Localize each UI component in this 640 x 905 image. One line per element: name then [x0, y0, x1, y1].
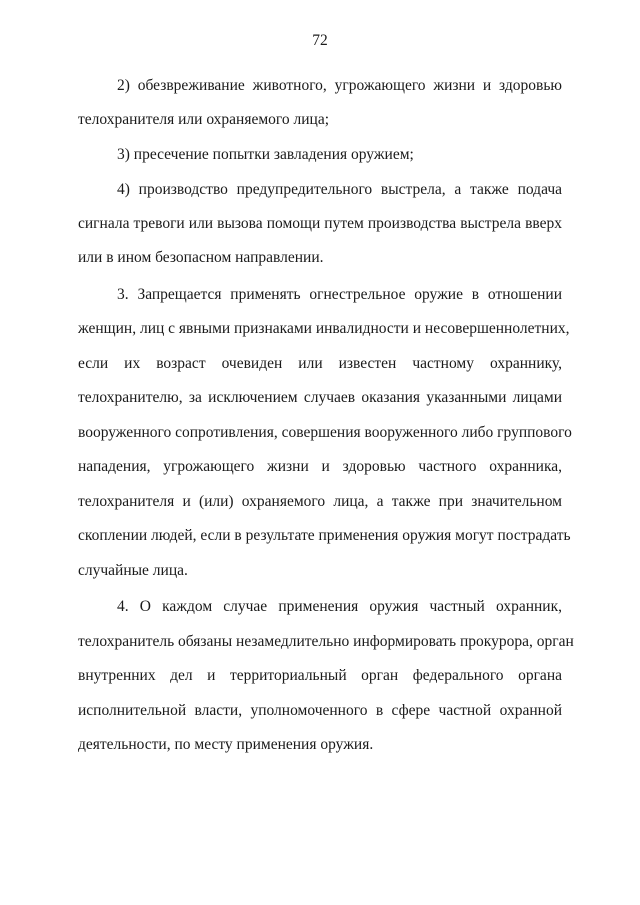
paragraph-5-line-2: телохранитель обязаны незамедлительно информировать прокурора, орган	[78, 633, 574, 650]
paragraph-4-line-9: случайные лица.	[78, 562, 188, 579]
paragraph-1-line-1: 2) обезвреживание животного, угрожающего жизни и здоровью	[117, 77, 562, 94]
paragraph-4-line-3: если их возраст очевиден или известен частному охраннику,	[78, 355, 562, 372]
paragraph-4-line-5: вооруженного сопротивления, совершения вооруженного либо группового	[78, 424, 572, 441]
paragraph-3-line-3: или в ином безопасном направлении.	[78, 249, 324, 266]
paragraph-4-line-7: телохранителя и (или) охраняемого лица, а также при значительном	[78, 493, 562, 510]
paragraph-4-line-2: женщин, лиц с явными признаками инвалидности и несовершеннолетних,	[78, 320, 570, 337]
paragraph-2-line-1: 3) пресечение попытки завладения оружием;	[117, 146, 414, 163]
paragraph-5-line-3: внутренних дел и территориальный орган федерального органа	[78, 667, 562, 684]
paragraph-5-line-1: 4. О каждом случае применения оружия частный охранник,	[117, 598, 562, 615]
paragraph-4-line-1: 3. Запрещается применять огнестрельное оружие в отношении	[117, 286, 562, 303]
paragraph-1-line-2: телохранителя или охраняемого лица;	[78, 111, 330, 128]
paragraph-3-line-2: сигнала тревоги или вызова помощи путем производства выстрела вверх	[78, 215, 562, 232]
paragraph-5-line-5: деятельности, по месту применения оружия.	[78, 736, 374, 753]
paragraph-4-line-6: нападения, угрожающего жизни и здоровью частного охранника,	[78, 458, 562, 475]
paragraph-3-line-1: 4) производство предупредительного выстрела, а также подача	[117, 181, 562, 198]
paragraph-4-line-4: телохранителю, за исключением случаев оказания указанными лицами	[78, 389, 562, 406]
page-number: 72	[312, 32, 328, 49]
paragraph-5-line-4: исполнительной власти, уполномоченного в сфере частной охранной	[78, 702, 562, 719]
paragraph-4-line-8: скоплении людей, если в результате применения оружия могут пострадать	[78, 527, 571, 544]
